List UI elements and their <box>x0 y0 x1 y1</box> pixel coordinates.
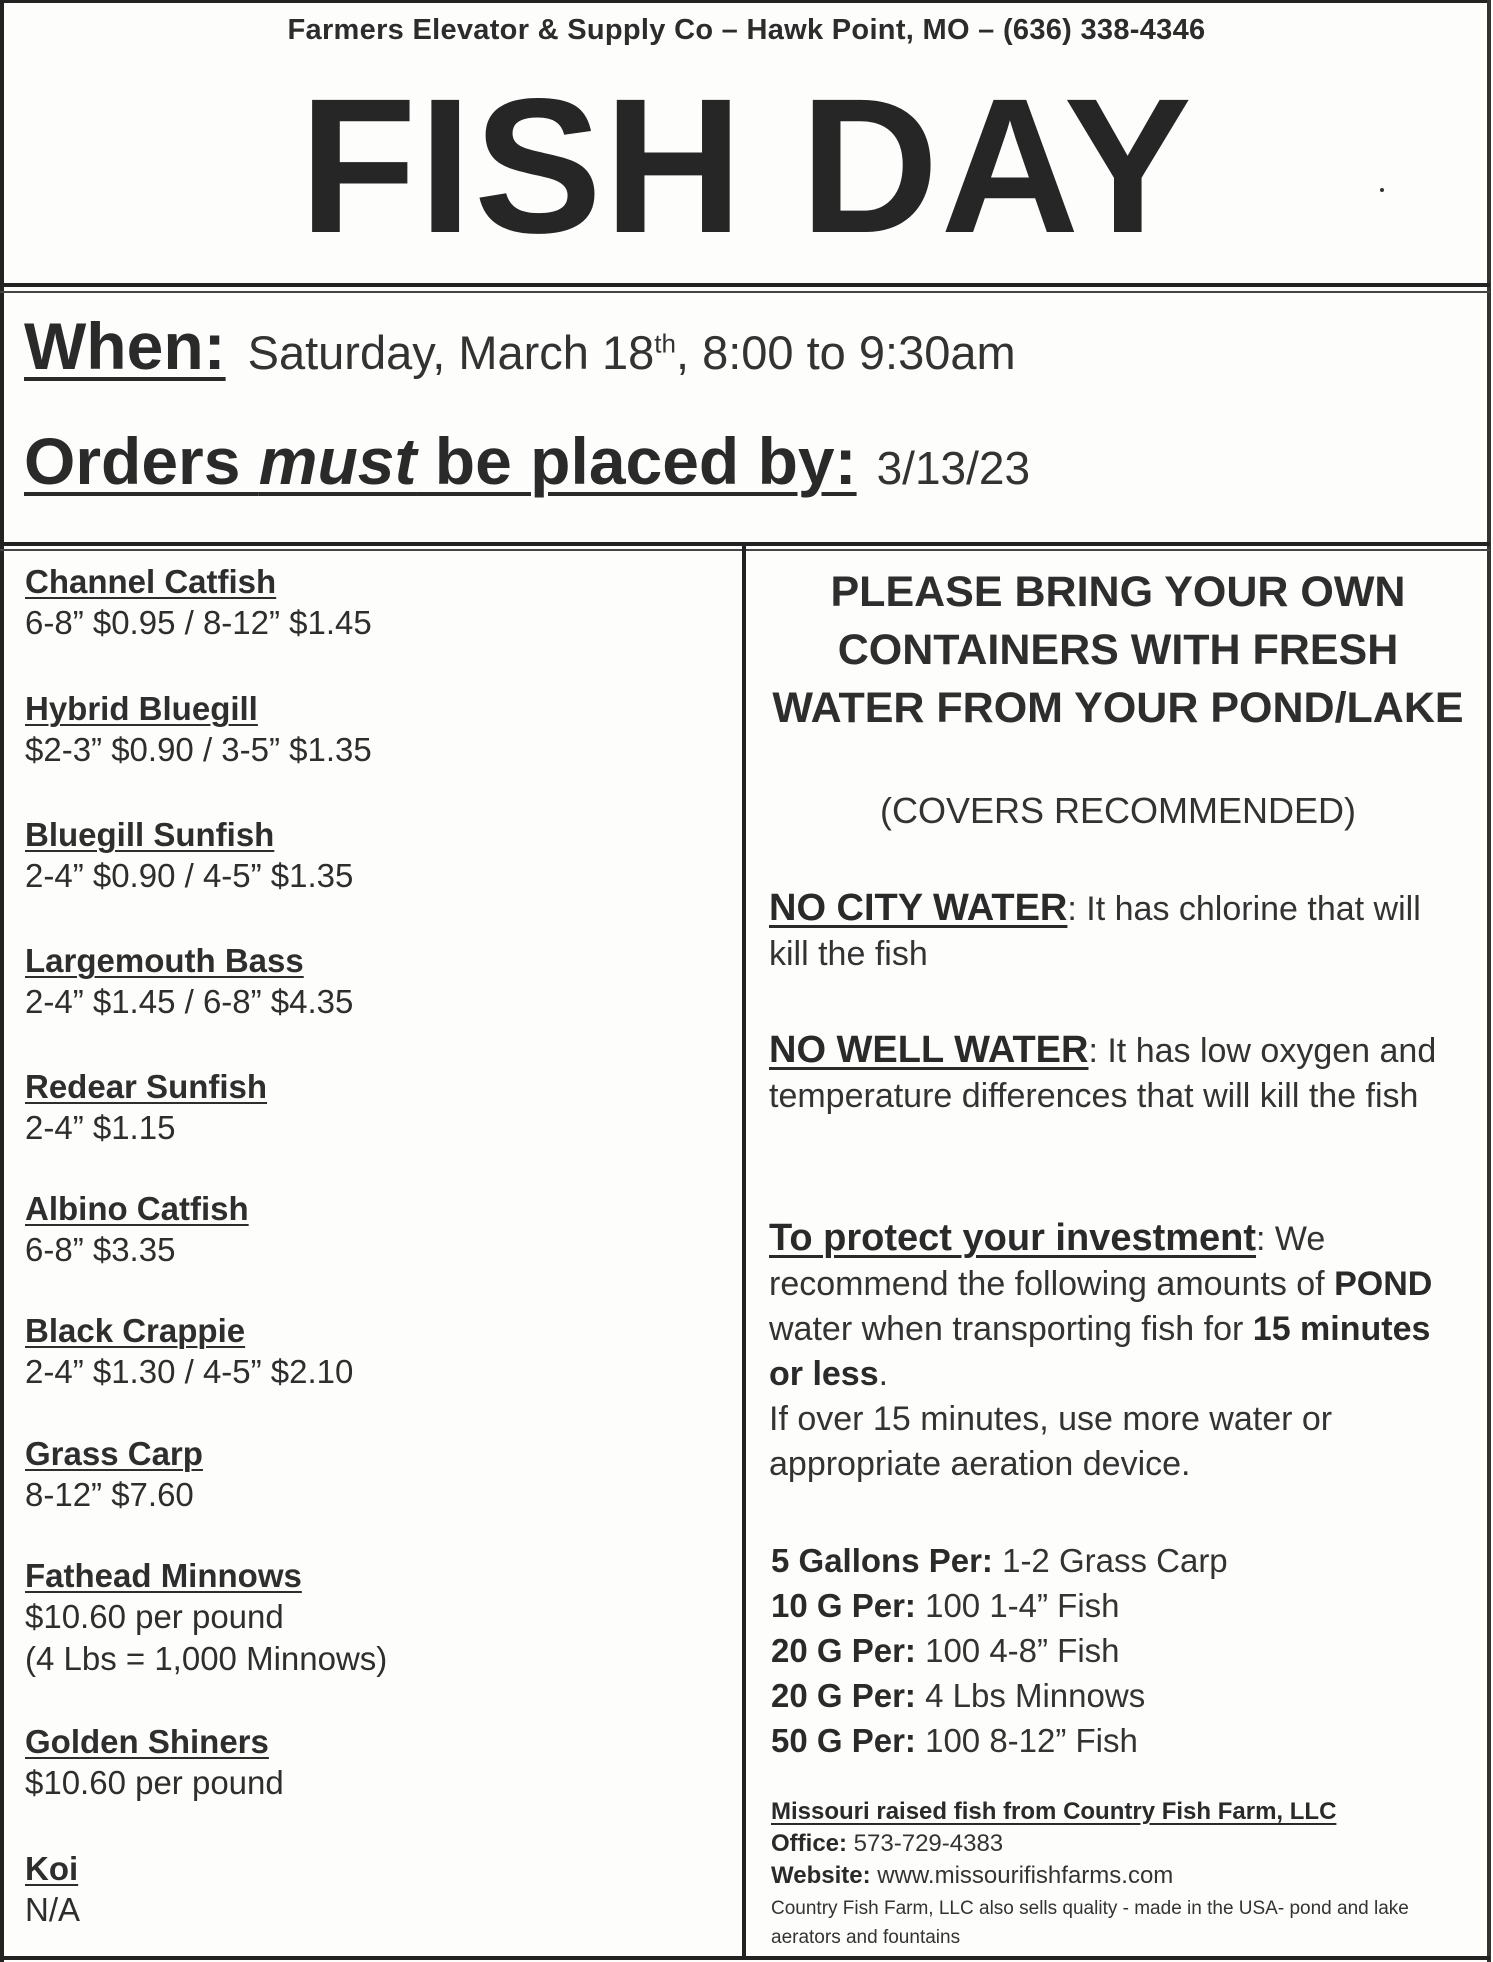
fish-price: 2-4” $1.45 / 6-8” $4.35 <box>25 983 354 1020</box>
fish-price: 2-4” $0.90 / 4-5” $1.35 <box>25 857 354 894</box>
fish-item <box>25 689 725 771</box>
gallons-row <box>771 1583 1471 1628</box>
protect-pond: POND <box>1334 1265 1433 1303</box>
fish-name: Golden Shiners <box>25 1723 269 1760</box>
gallons-row <box>771 1673 1471 1718</box>
gallons-label: 20 G Per: <box>771 1677 916 1714</box>
when-label: When: <box>24 309 226 383</box>
orders-label-pre: Orders <box>24 424 259 498</box>
protect-duration: 15 minutes or less <box>769 1310 1431 1393</box>
fish-name: Largemouth Bass <box>25 942 304 979</box>
well-water-label: NO WELL WATER <box>769 1029 1089 1071</box>
fish-item <box>25 1722 725 1804</box>
fish-name: Bluegill Sunfish <box>25 816 275 853</box>
orders-label-emphasis: must <box>258 424 417 498</box>
orders-label <box>24 424 857 498</box>
fish-item <box>25 1067 725 1149</box>
well-water-warning <box>769 1028 1469 1119</box>
city-water-label: NO CITY WATER <box>769 887 1068 929</box>
gallons-value: 100 1-4” Fish <box>915 1587 1120 1624</box>
supplier-note: Country Fish Farm, LLC also sells quality - made in the USA- pond and lake aerators and fountains <box>771 1898 1409 1948</box>
orders-deadline: 3/13/23 <box>876 442 1031 494</box>
border-right <box>1487 0 1491 1962</box>
gallons-label: 10 G Per: <box>771 1587 916 1624</box>
fish-item <box>25 1849 725 1931</box>
gallons-row <box>771 1628 1471 1673</box>
office-label: Office: <box>771 1830 848 1857</box>
fish-item <box>25 1189 725 1271</box>
supplier-website <box>771 1860 1471 1892</box>
fish-item <box>25 562 725 644</box>
page-title: FISH DAY <box>299 58 1194 273</box>
protect-text: : We recommend the following amounts of <box>769 1220 1335 1303</box>
fish-price-note: (4 Lbs = 1,000 Minnows) <box>25 1640 388 1677</box>
when-value <box>248 326 1016 379</box>
fish-name: Hybrid Bluegill <box>25 690 258 727</box>
fish-price: $10.60 per pound <box>25 1764 284 1801</box>
protect-label: To protect your investment <box>769 1217 1257 1259</box>
fish-price: $10.60 per pound <box>25 1598 284 1635</box>
website-url: www.missourifishfarms.com <box>870 1862 1174 1889</box>
fish-price: 2-4” $1.15 <box>25 1109 176 1146</box>
gallons-label: 50 G Per: <box>771 1722 916 1759</box>
border-top <box>0 0 1490 3</box>
city-water-warning <box>769 886 1469 977</box>
fish-price: 2-4” $1.30 / 4-5” $2.10 <box>25 1353 354 1390</box>
gallons-row <box>771 1718 1471 1763</box>
orders-row <box>24 423 1030 499</box>
fish-price: 8-12” $7.60 <box>25 1476 194 1513</box>
gallons-value: 100 4-8” Fish <box>915 1632 1120 1669</box>
protect-text-2: water when transporting fish for <box>769 1310 1253 1348</box>
fish-price: N/A <box>25 1891 81 1928</box>
fish-name: Channel Catfish <box>25 563 277 600</box>
company-line: Farmers Elevator & Supply Co – Hawk Point, MO – (636) 338-4346 <box>287 14 1206 46</box>
gallons-value: 1-2 Grass Carp <box>992 1542 1228 1579</box>
fish-name: Fathead Minnows <box>25 1557 302 1594</box>
protect-text-3: . <box>878 1355 889 1393</box>
well-water-text: : It has low oxygen and temperature differences that will kill the fish <box>769 1032 1437 1115</box>
gallons-value: 4 Lbs Minnows <box>915 1677 1146 1714</box>
fish-price: $2-3” $0.90 / 3-5” $1.35 <box>25 731 372 768</box>
protect-investment <box>769 1216 1469 1487</box>
fish-name: Grass Carp <box>25 1435 203 1472</box>
supplier-title: Missouri raised fish from Country Fish Farm, LLC <box>771 1798 1337 1825</box>
fish-item <box>25 1311 725 1393</box>
when-row <box>24 308 1016 384</box>
fish-item <box>25 1434 725 1516</box>
when-time: , 8:00 to 9:30am <box>675 326 1016 379</box>
supplier-info <box>771 1796 1471 1952</box>
fish-name: Albino Catfish <box>25 1190 249 1227</box>
fish-price: 6-8” $0.95 / 8-12” $1.45 <box>25 604 372 641</box>
divider-header <box>0 283 1490 287</box>
covers-note: (COVERS RECOMMENDED) <box>879 790 1356 831</box>
gallons-value: 100 8-12” Fish <box>915 1722 1138 1759</box>
fish-price: 6-8” $3.35 <box>25 1231 176 1268</box>
bring-containers-heading: PLEASE BRING YOUR OWN CONTAINERS WITH FRESH WATER FROM YOUR POND/LAKE <box>772 568 1464 732</box>
fish-item <box>25 815 725 897</box>
column-divider <box>742 546 746 1958</box>
when-day: Saturday, March 18 <box>247 326 655 379</box>
orders-label-post: be placed by: <box>416 424 857 498</box>
fish-name: Koi <box>25 1850 79 1887</box>
gallons-label: 5 Gallons Per: <box>771 1542 993 1579</box>
gallons-table <box>771 1538 1471 1763</box>
protect-over-15: If over 15 minutes, use more water or appropriate aeration device. <box>769 1400 1333 1483</box>
gallons-row <box>771 1538 1471 1583</box>
fish-name: Black Crappie <box>25 1312 246 1349</box>
website-label: Website: <box>771 1862 871 1889</box>
supplier-office <box>771 1828 1471 1860</box>
office-phone: 573-729-4383 <box>847 1830 1004 1857</box>
border-left <box>0 0 4 1962</box>
fish-item <box>25 941 725 1023</box>
city-water-text: : It has chlorine that will kill the fish <box>769 890 1421 973</box>
gallons-label: 20 G Per: <box>771 1632 916 1669</box>
fish-item <box>25 1556 725 1680</box>
divider-header-inner <box>0 291 1490 293</box>
when-ordinal: th <box>654 328 676 359</box>
fish-name: Redear Sunfish <box>25 1068 268 1105</box>
